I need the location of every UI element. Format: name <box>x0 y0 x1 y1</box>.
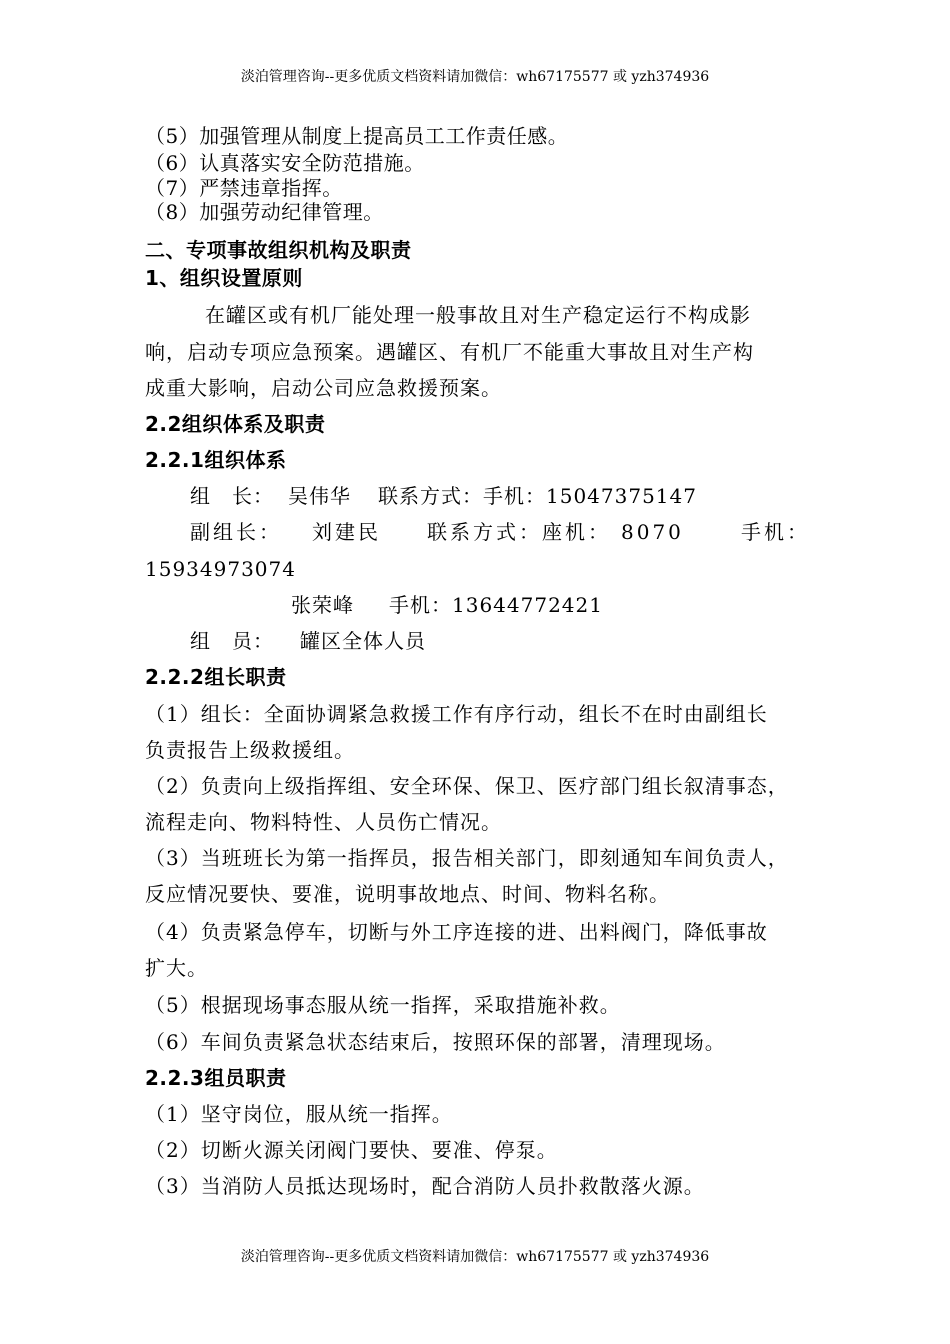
org-leader-row <box>190 484 697 508</box>
deputy-mobile-label: 手机： <box>741 520 810 544</box>
duty-line: （2）切断火源关闭阀门要快、要准、停泵。 <box>145 1138 558 1162</box>
org-deputy-row <box>190 520 810 544</box>
duty-line: 反应情况要快、要准，说明事故地点、时间、物料名称。 <box>145 882 670 906</box>
subsection-heading: 1、组织设置原则 <box>145 266 303 290</box>
duty-line: （3）当消防人员抵达现场时，配合消防人员扑救散落火源。 <box>145 1174 705 1198</box>
duty-line: 流程走向、物料特性、人员伤亡情况。 <box>145 810 502 834</box>
org-member-row <box>190 629 426 653</box>
subsection-heading: 2.2.1组织体系 <box>145 448 287 472</box>
page-header: 淡泊管理咨询--更多优质文档资料请加微信：wh67175577 或 yzh374936 <box>240 69 710 85</box>
duty-line: （6）车间负责紧急状态结束后，按照环保的部署，清理现场。 <box>145 1030 726 1054</box>
page-footer: 淡泊管理咨询--更多优质文档资料请加微信：wh67175577 或 yzh374936 <box>240 1249 710 1265</box>
deputy2-mobile: 手机：13644772421 <box>389 593 603 617</box>
subsection-heading: 2.2.3组员职责 <box>145 1066 287 1090</box>
leader-name: 吴伟华 <box>288 484 351 508</box>
duty-line: （3）当班班长为第一指挥员，报告相关部门，即刻通知车间负责人， <box>145 846 789 870</box>
paragraph-line: 在罐区或有机厂能处理一般事故且对生产稳定运行不构成影 <box>205 303 751 327</box>
list-item: （8）加强劳动纪律管理。 <box>145 200 384 224</box>
deputy-landline: 8070 <box>621 520 684 544</box>
deputy-mobile: 15934973074 <box>145 557 296 581</box>
list-item: （5）加强管理从制度上提高员工工作责任感。 <box>145 124 569 148</box>
duty-line: （1）组长：全面协调紧急救援工作有序行动，组长不在时由副组长 <box>145 702 768 726</box>
leader-label: 组 长： <box>190 484 274 508</box>
duty-line: 负责报告上级救援组。 <box>145 738 355 762</box>
member-value: 罐区全体人员 <box>300 629 426 653</box>
section-heading: 二、专项事故组织机构及职责 <box>145 238 412 262</box>
duty-line: （2）负责向上级指挥组、安全环保、保卫、医疗部门组长叙清事态， <box>145 774 789 798</box>
member-label: 组 员： <box>190 629 274 653</box>
subsection-heading: 2.2.2组长职责 <box>145 665 287 689</box>
duty-line: （1）坚守岗位，服从统一指挥。 <box>145 1102 453 1126</box>
deputy-contact-label: 联系方式：座机： <box>427 520 611 544</box>
list-item: （6）认真落实安全防范措施。 <box>145 151 425 175</box>
org-deputy2-row <box>291 593 603 617</box>
deputy-label: 副组长： <box>190 520 282 544</box>
duty-line: （5）根据现场事态服从统一指挥，采取措施补救。 <box>145 993 621 1017</box>
paragraph-line: 成重大影响，启动公司应急救援预案。 <box>145 376 502 400</box>
leader-contact: 联系方式：手机：15047375147 <box>378 484 697 508</box>
duty-line: 扩大。 <box>145 956 208 980</box>
paragraph-line: 响，启动专项应急预案。遇罐区、有机厂不能重大事故且对生产构 <box>145 340 754 364</box>
subsection-heading: 2.2组织体系及职责 <box>145 412 326 436</box>
duty-line: （4）负责紧急停车，切断与外工序连接的进、出料阀门，降低事故 <box>145 920 768 944</box>
list-item: （7）严禁违章指挥。 <box>145 176 343 200</box>
deputy2-name: 张荣峰 <box>291 593 354 617</box>
deputy-name: 刘建民 <box>312 520 381 544</box>
